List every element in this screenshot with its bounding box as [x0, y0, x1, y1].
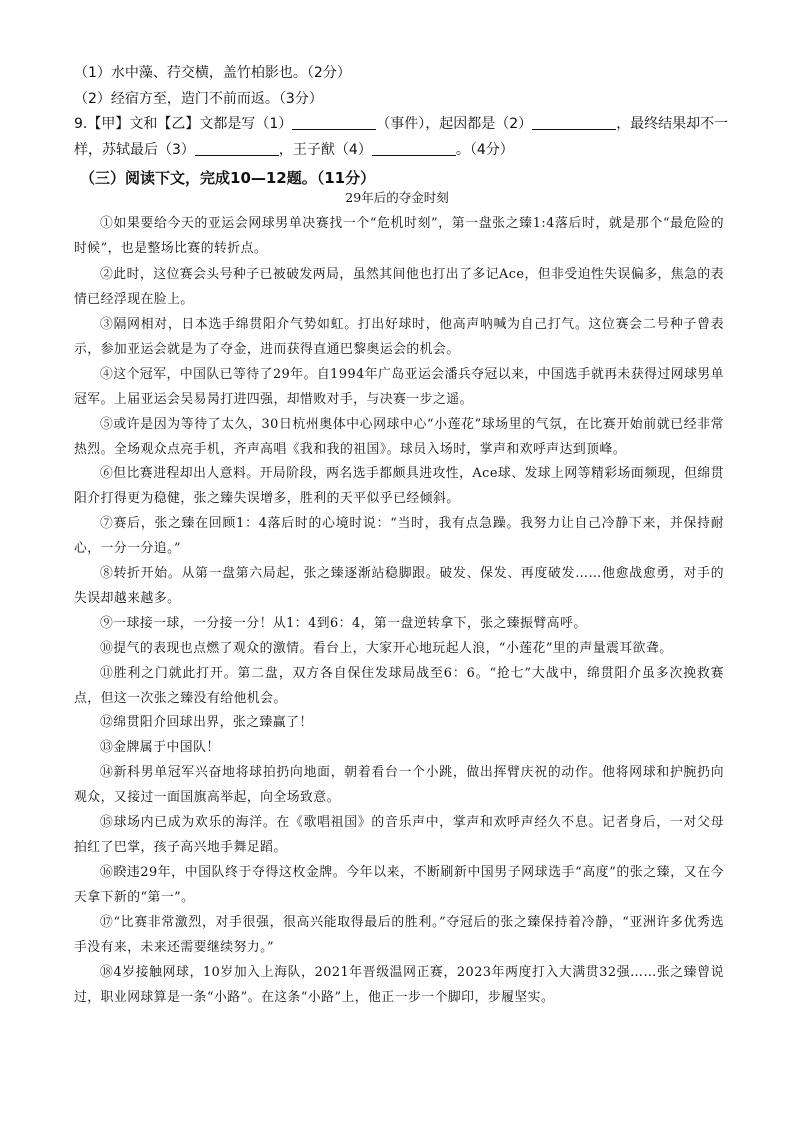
paragraph-14: ⑭新科男单冠军兴奋地将球拍扔向地面，朝着看台一个小跳，做出挥臂庆祝的动作。他将网球和护腕扔向观众，又接过一面国旗高举起，向全场致意。: [74, 765, 724, 806]
paragraph-18: ⑱4岁接触网球，10岁加入上海队，2021年晋级温网正赛，2023年两度打入大满贯32强……张之臻曾说过，职业网球算是一条“小路”。在这条“小路”上，他正一步一个脚印，步履坚实。: [74, 965, 724, 1006]
paragraph-8: ⑧转折开始。从第一盘第六局起，张之臻逐渐站稳脚跟。破发、保发、再度破发……他愈战愈勇，对手的失误却越来越多。: [74, 566, 724, 607]
paragraph-9: ⑨一球接一球，一分接一分！从1：4到6：4，第一盘逆转拿下，张之臻振臂高呼。: [100, 616, 587, 631]
paragraph-6: ⑥但比赛进程却出人意料。开局阶段，两名选手都颇具进攻性，Ace球、发球上网等精彩场面频现，但绵贯阳介打得更为稳健，张之臻失误增多，胜利的天平似乎已经倾斜。: [74, 466, 724, 507]
q9-line-2: [74, 140, 514, 160]
q9-blank-3[interactable]: [195, 141, 279, 156]
article-title: 29年后的夺金时刻: [345, 190, 449, 205]
paragraph-7: ⑦赛后，张之臻在回顾1：4落后时的心境时说：“当时，我有点急躁。我努力让自己冷静下来，并保持耐心，一分一分追。”: [74, 516, 724, 557]
paragraph-2: ②此时，这位赛会头号种子已被破发两局，虽然其间他也打出了多记Ace，但非受迫性失误偏多，焦急的表情已经浮现在脸上。: [74, 267, 724, 308]
q8-item-1: （1）水中藻、荇交横，盖竹柏影也。（2分）: [74, 65, 351, 81]
q9-text-6: 。（4分）: [455, 142, 514, 158]
q9-blank-4[interactable]: [372, 141, 456, 156]
q9-text-1: 9.【甲】文和【乙】文都是写（1）: [74, 116, 293, 132]
q9-text-3: ，最终结果却不一: [616, 116, 729, 132]
paragraph-12: ⑫绵贯阳介回球出界，张之臻赢了！: [100, 715, 313, 730]
paragraph-5: ⑤或许是因为等待了太久，30日杭州奥体中心网球中心“小莲花”球场里的气氛，在比赛开始前就已经非常热烈。全场观众点亮手机，齐声高唱《我和我的祖国》。球员入场时，掌声和欢呼声达到顶峰。: [74, 417, 724, 458]
q8-item-2: （2）经宿方至，造门不前而返。（3分）: [74, 91, 323, 107]
paragraph-13: ⑬金牌属于中国队！: [100, 740, 220, 755]
paragraph-15: ⑮球场内已成为欢乐的海洋。在《歌唱祖国》的音乐声中，掌声和欢呼声经久不息。记者身后，一对父母拍红了巴掌，孩子高兴地手舞足蹈。: [74, 815, 724, 856]
q9-blank-1[interactable]: [292, 115, 376, 130]
paragraph-11: ⑪胜利之门就此打开。第二盘，双方各自保住发球局战至6：6。“抢七”大战中，绵贯阳介虽多次挽救赛点，但这一次张之臻没有给他机会。: [74, 666, 724, 707]
q9-text-4: 样，苏轼最后（3）: [74, 142, 195, 158]
section-heading: （三）阅读下文，完成10—12题。（11分）: [80, 169, 376, 187]
paragraph-16: ⑯睽违29年，中国队终于夺得这枚金牌。今年以来，不断刷新中国男子网球选手“高度”的张之臻，又在今天拿下新的“第一”。: [74, 865, 724, 906]
paragraph-1: ①如果要给今天的亚运会网球男单决赛找一个“危机时刻”，第一盘张之臻1:4落后时，就是那个“最危险的时候”，也是整场比赛的转折点。: [74, 216, 724, 257]
q9-text-5: ，王子猷（4）: [278, 142, 372, 158]
paragraph-10: ⑩提气的表现也点燃了观众的激情。看台上，大家开心地玩起人浪，“小莲花”里的声量震耳欲聋。: [100, 641, 673, 656]
paragraph-3: ③隔网相对，日本选手绵贯阳介气势如虹。打出好球时，他高声呐喊为自己打气。这位赛会二号种子曾表示，参加亚运会就是为了夺金，进而获得直通巴黎奥运会的机会。: [74, 317, 724, 358]
paragraph-17: ⑰“比赛非常激烈，对手很强，很高兴能取得最后的胜利。”夺冠后的张之臻保持着冷静，“亚洲许多优秀选手没有来，未来还需要继续努力。”: [74, 915, 724, 956]
q9-text-2: （事件），起因都是（2）: [376, 116, 533, 132]
paragraph-4: ④这个冠军，中国队已等待了29年。自1994年广岛亚运会潘兵夺冠以来，中国选手就再未获得过网球男单冠军。上届亚运会吴易昺打进四强，却惜败对手，与决赛一步之遥。: [74, 367, 724, 408]
q9-line-1: [74, 114, 728, 134]
q9-blank-2[interactable]: [532, 115, 616, 130]
